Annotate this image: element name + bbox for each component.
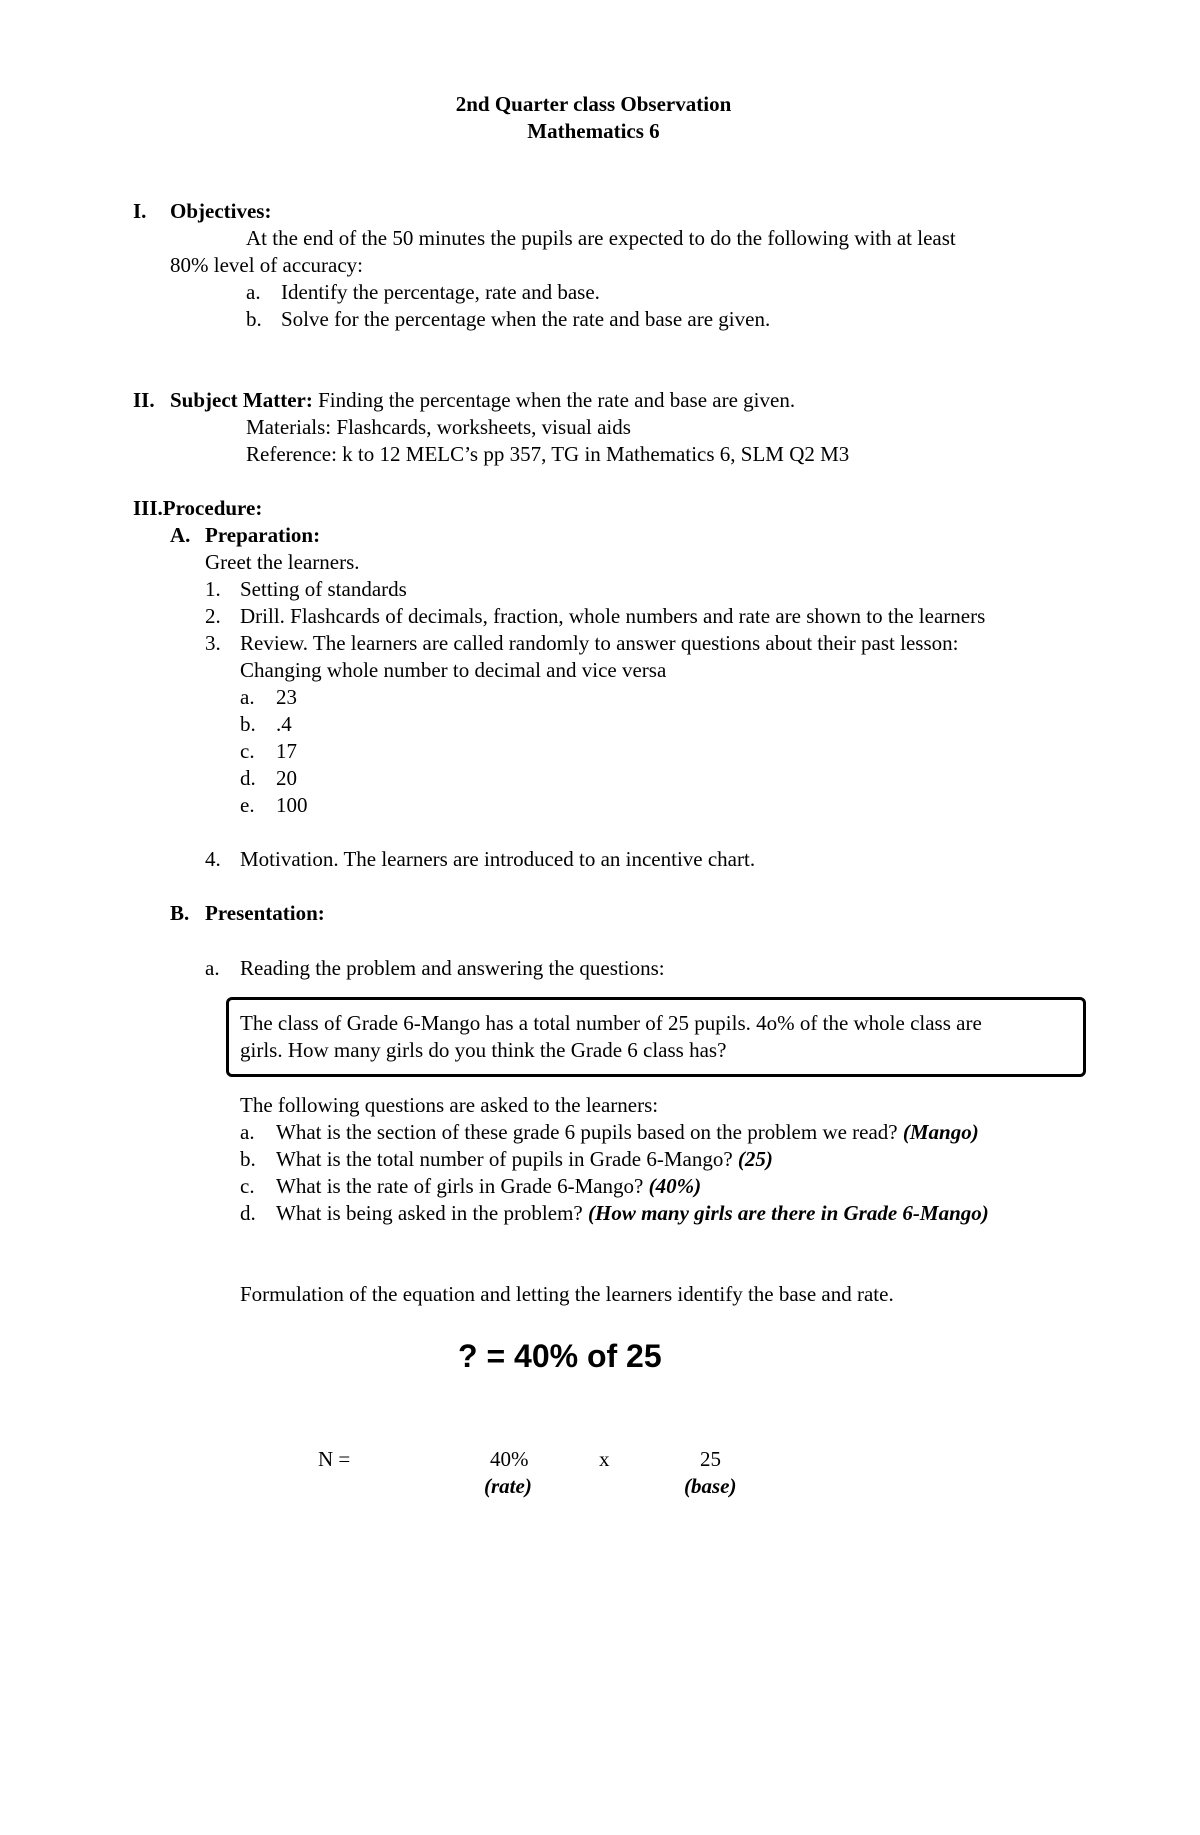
rate-value: 40% xyxy=(490,1447,529,1471)
step-text: Review. The learners are called randomly to answer questions about their past lesson: xyxy=(240,631,959,655)
step-text: Drill. Flashcards of decimals, fraction, whole numbers and rate are shown to the learners xyxy=(240,604,986,628)
review-item: 17 xyxy=(276,739,297,763)
rate-label: (rate) xyxy=(484,1474,532,1498)
times-sign: x xyxy=(599,1447,610,1471)
review-continuation: Changing whole number to decimal and vice versa xyxy=(240,658,667,682)
subject-matter-line xyxy=(170,387,795,414)
formulation-line: Formulation of the equation and letting the learners identify the base and rate. xyxy=(240,1282,894,1306)
presentation-step-marker: a. xyxy=(205,956,220,980)
objectives-intro-line2: 80% level of accuracy: xyxy=(170,253,363,277)
presentation-marker: B. xyxy=(170,901,190,925)
review-marker: e. xyxy=(240,793,255,817)
equation: ? = 40% of 25 xyxy=(458,1338,662,1374)
review-marker: c. xyxy=(240,739,255,763)
question-text: What is being asked in the problem? xyxy=(276,1201,583,1225)
objective-marker: b. xyxy=(246,307,262,331)
objectives-numeral: I. xyxy=(133,199,147,223)
question-marker: c. xyxy=(240,1174,255,1198)
questions-intro: The following questions are asked to the learners: xyxy=(240,1093,659,1117)
procedure-heading: Procedure: xyxy=(162,496,263,520)
base-value: 25 xyxy=(700,1447,721,1471)
step-marker: 1. xyxy=(205,577,221,601)
review-item: .4 xyxy=(276,712,292,736)
objectives-intro-line1: At the end of the 50 minutes the pupils are expected to do the following with at least xyxy=(246,226,956,250)
question-text: What is the rate of girls in Grade 6-Mango? xyxy=(276,1174,644,1198)
preparation-marker: A. xyxy=(170,523,191,547)
document-subtitle: Mathematics 6 xyxy=(527,119,660,143)
problem-line1: The class of Grade 6-Mango has a total number of 25 pupils. 4o% of the whole class are xyxy=(240,1011,982,1035)
question-item xyxy=(276,1146,773,1173)
question-item xyxy=(276,1119,979,1146)
question-answer: (25) xyxy=(737,1147,773,1171)
question-marker: d. xyxy=(240,1201,256,1225)
question-answer: (Mango) xyxy=(902,1120,979,1144)
step-marker: 2. xyxy=(205,604,221,628)
motivation-text: Motivation. The learners are introduced to an incentive chart. xyxy=(240,847,756,871)
review-marker: a. xyxy=(240,685,255,709)
review-marker: b. xyxy=(240,712,256,736)
question-marker: b. xyxy=(240,1147,256,1171)
preparation-heading: Preparation: xyxy=(205,523,321,547)
question-item xyxy=(276,1173,701,1200)
step-marker: 4. xyxy=(205,847,221,871)
n-label: N = xyxy=(318,1447,351,1471)
objective-item: Solve for the percentage when the rate and base are given. xyxy=(281,307,771,331)
presentation-heading: Presentation: xyxy=(205,901,325,925)
base-label: (base) xyxy=(684,1474,737,1498)
subject-matter-text: Finding the percentage when the rate and base are given. xyxy=(318,388,796,412)
question-answer: (How many girls are there in Grade 6-Mango) xyxy=(588,1201,989,1225)
document-title: 2nd Quarter class Observation xyxy=(455,92,732,116)
step-text: Setting of standards xyxy=(240,577,407,601)
objective-item: Identify the percentage, rate and base. xyxy=(281,280,600,304)
question-answer: (40%) xyxy=(648,1174,702,1198)
objective-marker: a. xyxy=(246,280,261,304)
reference-line: Reference: k to 12 MELC’s pp 357, TG in Mathematics 6, SLM Q2 M3 xyxy=(246,442,850,466)
question-marker: a. xyxy=(240,1120,255,1144)
review-marker: d. xyxy=(240,766,256,790)
presentation-step-text: Reading the problem and answering the questions: xyxy=(240,956,665,980)
greet-line: Greet the learners. xyxy=(205,550,360,574)
question-text: What is the section of these grade 6 pupils based on the problem we read? xyxy=(276,1120,898,1144)
subject-matter-heading: Subject Matter: xyxy=(170,388,313,412)
review-item: 23 xyxy=(276,685,297,709)
question-item xyxy=(276,1200,989,1227)
review-item: 100 xyxy=(276,793,308,817)
procedure-numeral: III. xyxy=(133,496,163,520)
procedure-heading-line xyxy=(133,495,262,522)
question-text: What is the total number of pupils in Grade 6-Mango? xyxy=(276,1147,733,1171)
review-item: 20 xyxy=(276,766,297,790)
problem-line2: girls. How many girls do you think the Grade 6 class has? xyxy=(240,1038,727,1062)
subject-matter-numeral: II. xyxy=(133,388,155,412)
step-marker: 3. xyxy=(205,631,221,655)
objectives-heading: Objectives: xyxy=(170,199,272,223)
materials-line: Materials: Flashcards, worksheets, visual aids xyxy=(246,415,631,439)
